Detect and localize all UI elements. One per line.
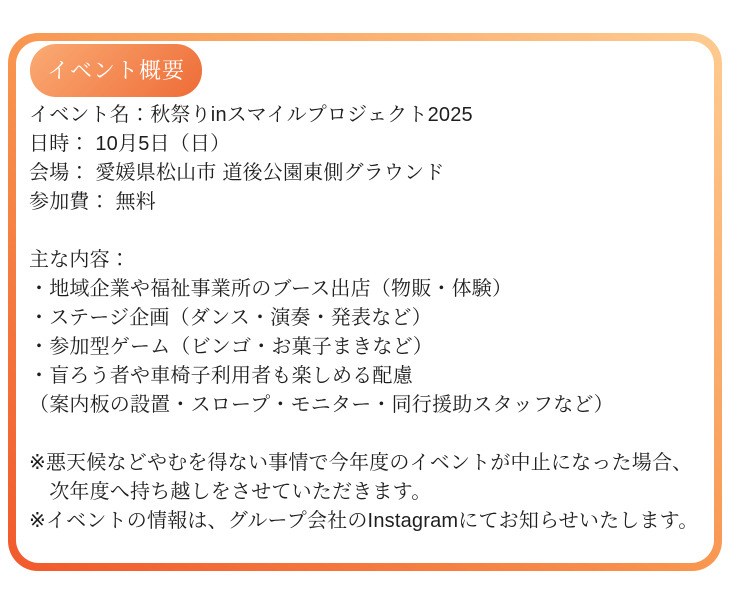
bullet-games: ・参加型ゲーム（ビンゴ・お菓子まきなど） [29, 335, 433, 358]
event-overview-card [8, 33, 722, 571]
note-weather-line: ※悪天候などやむを得ない事情で今年度のイベントが中止になった場合、 [29, 451, 693, 474]
note-instagram-line: ※イベントの情報は、グループ会社のInstagramにてお知らせいたします。 [29, 509, 699, 532]
event-venue-line: 会場： 愛媛県松山市 道後公園東側グラウンド [29, 161, 445, 184]
card-body [16, 41, 714, 563]
event-date-line: 日時： 10月5日（日） [29, 132, 231, 155]
main-contents-heading: 主な内容： [29, 248, 130, 271]
bullet-booths: ・地域企業や福祉事業所のブース出店（物販・体験） [29, 277, 513, 300]
event-name-line: イベント名：秋祭りinスマイルプロジェクト2025 [29, 103, 473, 126]
section-title-badge: イベント概要 [30, 44, 202, 97]
blank-line [29, 217, 704, 246]
bullet-accessibility: ・盲ろう者や車椅子利用者も楽しめる配慮 [29, 364, 413, 387]
note-weather-line-2: 次年度へ持ち越しをさせていただきます。 [29, 480, 432, 503]
blank-line [29, 420, 704, 449]
accessibility-detail-line: （案内板の設置・スロープ・モニター・同行援助スタッフなど） [29, 393, 614, 416]
bullet-stage: ・ステージ企画（ダンス・演奏・発表など） [29, 306, 432, 329]
event-details [29, 101, 704, 536]
event-fee-line: 参加費： 無料 [29, 190, 156, 213]
